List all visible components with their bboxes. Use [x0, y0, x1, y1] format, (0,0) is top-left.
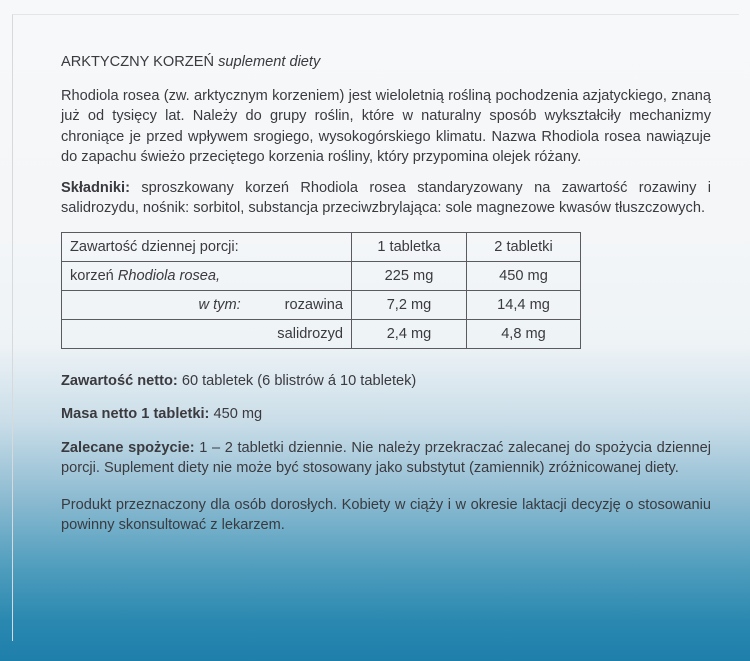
warning: Produkt przeznaczony dla osób dorosłych. Kobiety w ciąży i w okresie laktacji decyzję o stosowaniu powinny skonsultować z lekarzem.: [61, 497, 711, 534]
ingredients: [61, 178, 711, 218]
row-value-1: 225 mg: [352, 262, 467, 291]
table-row: [62, 262, 581, 291]
row-value-2: 14,4 mg: [467, 291, 581, 320]
row-label-name: rozawina: [284, 297, 343, 314]
ingredients-text: sproszkowany korzeń Rhodiola rosea standaryzowany na zawartość rozawiny i salidrozydu, nośnik: sorbitol, substancja przeciwzbrylająca: sole magnezowe kwasów tłuszczowych.: [61, 180, 711, 217]
row-label-italic: Rhodiola rosea,: [117, 268, 221, 285]
dosage-text: 1 – 2 tabletki dziennie. Nie należy przekraczać zalecanej do spożycia dziennej porcji. Suplement diety nie może być stosowany jako substytut (zamiennik) zróżnicowanej diety.: [61, 439, 711, 477]
dosage: [61, 438, 711, 478]
row-value-1: 7,2 mg: [352, 291, 467, 320]
header-cell-label: Zawartość dziennej porcji:: [62, 233, 352, 262]
table-row: [62, 320, 581, 349]
row-label-prefix: korzeń: [70, 268, 114, 285]
product-subtitle: suplement diety: [218, 54, 321, 70]
row-value-2: 4,8 mg: [467, 320, 581, 349]
net-mass-label: Masa netto 1 tabletki:: [61, 405, 210, 422]
table-header-row: [62, 233, 581, 262]
net-mass-text: 450 mg: [213, 405, 263, 422]
description: Rhodiola rosea (zw. arktycznym korzeniem) jest wieloletnią rośliną pochodzenia azjatyckiego, znaną już od tysięcy lat. Należy do grupy roślin, które w naturalny sposób wykształciły mechanizmy chroniące je przed wpływem srogiego, wysokogórskiego klimatu. Nazwa Rhodiola rosea nawiązuje do zapachu świeżo przeciętego korzenia rośliny, który przypomina olejek różany.: [61, 88, 711, 165]
product-title: [61, 52, 711, 72]
net-mass: [61, 404, 711, 424]
header-cell-2: 2 tabletki: [467, 233, 581, 262]
net-content-text: 60 tabletek (6 blistrów á 10 tabletek): [181, 373, 417, 390]
nutrition-table: [61, 232, 581, 349]
net-content: [61, 371, 711, 391]
ingredients-label: Składniki:: [61, 180, 130, 197]
table-row: [62, 291, 581, 320]
row-label: [62, 291, 352, 320]
net-content-label: Zawartość netto:: [61, 373, 178, 390]
label-text: [61, 52, 711, 536]
row-label: salidrozyd: [62, 320, 352, 349]
product-name: ARKTYCZNY KORZEŃ: [61, 54, 214, 70]
header-cell-1: 1 tabletka: [352, 233, 467, 262]
dosage-label: Zalecane spożycie:: [61, 439, 195, 456]
row-label-prefix: w tym:: [198, 297, 241, 314]
row-label: [62, 262, 352, 291]
row-value-1: 2,4 mg: [352, 320, 467, 349]
row-value-2: 450 mg: [467, 262, 581, 291]
